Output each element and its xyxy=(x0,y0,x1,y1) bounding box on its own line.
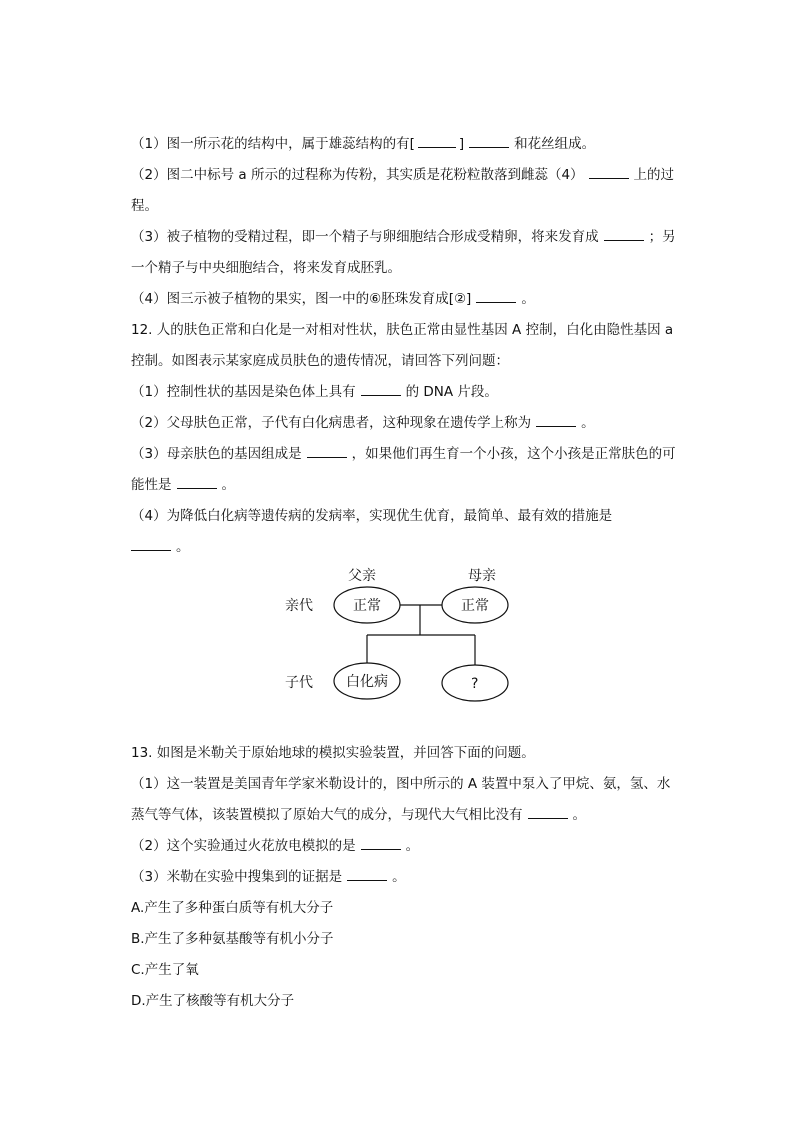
answer-blank[interactable] xyxy=(347,867,387,881)
q12-part1: （1）控制性状的基因是染色体上具有 的 DNA 片段。 xyxy=(131,384,498,400)
answer-blank[interactable] xyxy=(131,537,171,551)
answer-blank[interactable] xyxy=(604,227,644,241)
answer-blank[interactable] xyxy=(361,836,401,850)
mother-trait: 正常 xyxy=(461,598,489,614)
q12-stem: 12. 人的肤色正常和白化是一对相对性状，肤色正常由显性基因 A 控制，白化由隐性基因 a xyxy=(131,322,674,338)
option-b[interactable]: B.产生了多种氨基酸等有机小分子 xyxy=(131,931,334,947)
q13-part1-cont: 蒸气等气体，该装置模拟了原始大气的成分，与现代大气相比没有 。 xyxy=(131,807,586,823)
father-label: 父亲 xyxy=(348,568,376,584)
q13-stem: 13. 如图是米勒关于原始地球的模拟实验装置，并回答下面的问题。 xyxy=(131,745,535,761)
q13-part2: （2）这个实验通过火花放电模拟的是 。 xyxy=(131,838,420,854)
q11-part2-cont: 程。 xyxy=(131,198,158,214)
father-trait: 正常 xyxy=(353,598,381,614)
pedigree-diagram xyxy=(270,560,530,710)
q12-stem-cont: 控制。如图表示某家庭成员肤色的遗传情况，请回答下列问题： xyxy=(131,353,509,369)
option-d[interactable]: D.产生了核酸等有机大分子 xyxy=(131,993,295,1009)
q11-part2: （2）图二中标号 a 所示的过程称为传粉，其实质是花粉粒散落到雌蕊（4） 上的过 xyxy=(131,167,675,183)
answer-blank[interactable] xyxy=(307,444,347,458)
q12-part3-cont: 能性是 。 xyxy=(131,477,235,493)
answer-blank[interactable] xyxy=(177,475,217,489)
mother-label: 母亲 xyxy=(468,568,496,584)
q13-part3: （3）米勒在实验中搜集到的证据是 。 xyxy=(131,869,406,885)
answer-blank[interactable] xyxy=(476,289,516,303)
answer-blank[interactable] xyxy=(418,134,456,148)
q12-part3: （3）母亲肤色的基因组成是 ，如果他们再生育一个小孩，这个小孩是正常肤色的可 xyxy=(131,446,676,462)
q12-part4-cont: 。 xyxy=(131,537,190,557)
q12-part2: （2）父母肤色正常，子代有白化病患者，这种现象在遗传学上称为 。 xyxy=(131,415,595,431)
answer-blank[interactable] xyxy=(469,134,509,148)
child1-trait: 白化病 xyxy=(346,674,388,690)
q11-part1: （1）图一所示花的结构中，属于雄蕊结构的有[ ] 和花丝组成。 xyxy=(131,136,596,152)
child2-trait: ? xyxy=(471,676,479,692)
parent-generation-label: 亲代 xyxy=(285,598,313,614)
q12-part4: （4）为降低白化病等遗传病的发病率，实现优生优育，最简单、最有效的措施是 xyxy=(131,508,613,524)
q11-part3-cont: 一个精子与中央细胞结合，将来发育成胚乳。 xyxy=(131,260,401,276)
answer-blank[interactable] xyxy=(361,382,401,396)
q13-part1: （1）这一装置是美国青年学家米勒设计的，图中所示的 A 装置中泵入了甲烷、氨，氢、水 xyxy=(131,776,671,792)
child-generation-label: 子代 xyxy=(285,675,313,691)
q11-part3: （3）被子植物的受精过程，即一个精子与卵细胞结合形成受精卵，将来发育成 ；另 xyxy=(131,229,676,245)
option-a[interactable]: A.产生了多种蛋白质等有机大分子 xyxy=(131,900,334,916)
answer-blank[interactable] xyxy=(528,805,568,819)
answer-blank[interactable] xyxy=(536,413,576,427)
q11-part4: （4）图三示被子植物的果实，图一中的⑥胚珠发育成[②] 。 xyxy=(131,291,535,307)
option-c[interactable]: C.产生了氧 xyxy=(131,962,199,978)
answer-blank[interactable] xyxy=(589,165,629,179)
